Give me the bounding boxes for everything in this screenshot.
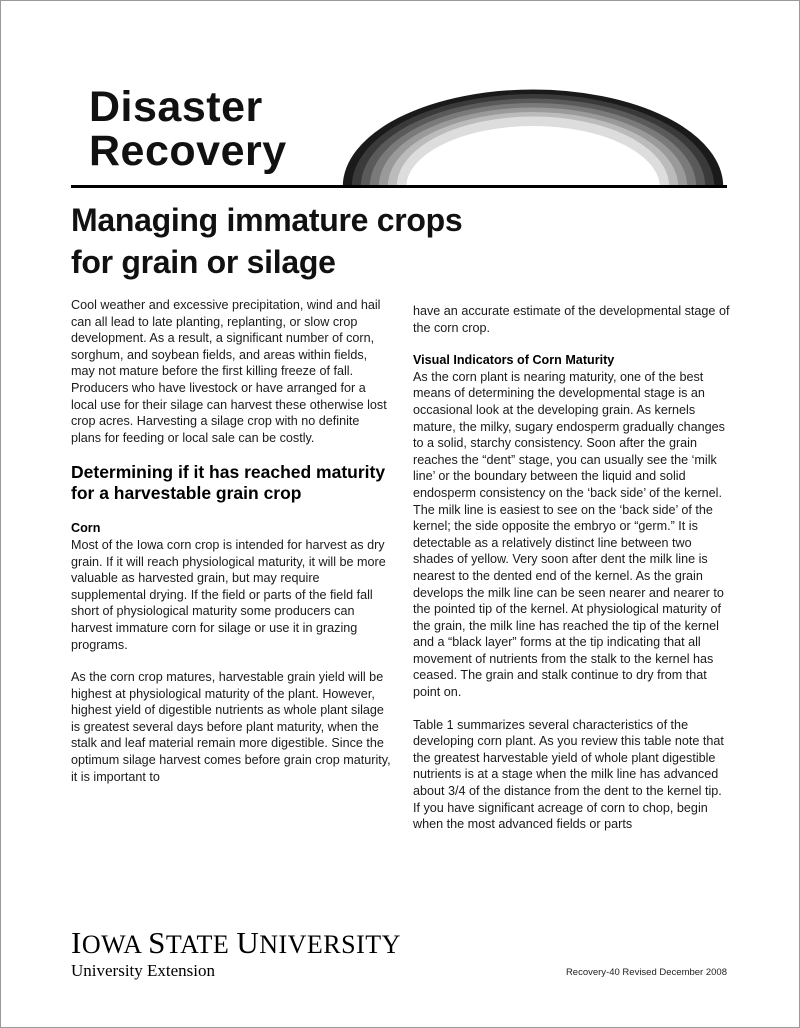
intro-paragraph: Cool weather and excessive precipitation, wind and hail can all lead to late planting, replanting, or slow crop development. As a result, a significant number of corn, sorghum, and soybean fields, and areas within fields, may not mature before the first killing freeze of fall. Producers who have livestock or have arranged for a local use for their silage can harvest these otherwise lost crop acres. Harvesting a silage crop with no definite plans for feeding or local sale can be costly. (71, 298, 387, 445)
title-line-2: Recovery (89, 127, 287, 175)
section-heading: Determining if it has reached maturity for a harvestable grain crop (71, 462, 386, 504)
document-id: Recovery-40 Revised December 2008 (565, 967, 727, 978)
page-title (89, 85, 287, 173)
title-line-1: Disaster (89, 83, 263, 131)
rainbow-graphic (341, 87, 725, 187)
extension-name: University Extension (71, 961, 216, 980)
header-rule (71, 185, 727, 188)
visual-indicators-heading: Visual Indicators of Corn Maturity (413, 353, 615, 368)
page-subtitle (71, 199, 462, 283)
university-logo (71, 925, 401, 981)
subtitle-line-2: for grain or silage (71, 244, 336, 280)
university-name: IOWA STATE UNIVERSITY (71, 925, 401, 960)
subtitle-line-1: Managing immature crops (71, 202, 463, 238)
corn-paragraph-2: As the corn crop matures, harvestable grain yield will be highest at physiological maturity of the plant. However, highest yield of digestible nutrients as whole plant silage is greatest several days before plant maturity, when the stalk and leaf material remain more digestible. Since the optimum silage harvest comes before grain crop maturity, it is important to (71, 670, 391, 784)
table-summary-paragraph: Table 1 summarizes several characteristics of the developing corn plant. As you review this table note that the greatest harvestable yield of whole plant digestible nutrients is at a stage when the milk line has advanced about 3/4 of the distance from the dent to the kernel tip. If you have significant acreage of corn to chop, begin when the most advanced fields or parts (413, 717, 724, 832)
corn-paragraph-1: Most of the Iowa corn crop is intended for harvest as dry grain. If it will reach physiological maturity, it will be more valuable as harvested grain, but may require supplemental drying. If the field or parts of the field fall short of physiological maturity some producers can harvest immature corn for silage or use it in grazing programs. (71, 537, 386, 652)
left-column (71, 297, 391, 801)
continued-paragraph: have an accurate estimate of the developmental stage of the corn crop. (413, 304, 730, 335)
right-column (413, 303, 731, 849)
visual-indicators-paragraph: As the corn plant is nearing maturity, one of the best means of determining the developmental stage is an occasional look at the developing grain. As kernels mature, the milky, sugary endosperm gradually changes to a solid, starchy consistency. Soon after the grain reaches the “dent” stage, you can usually see the ‘milk line’ or the boundary between the liquid and solid endosperm consistency on the ‘back side’ of the kernel. The milk line is easiest to see on the ‘back side’ of the kernel; the side opposite the embryo or “germ.” It is detectable as a relatively distinct line between two shades of yellow. Very soon after dent the milk line is nearest to the dented end of the kernel. As the grain develops the milk line can be seen nearer and nearer to the pointed tip of the kernel. At physiological maturity of the grain, the milk line has reached the tip of the kernel and a “black layer” forms at the tip indicating that all movement of nutrients from the stalk to the kernel has ceased. The grain and stalk continue to dry from that point on. (413, 369, 725, 700)
corn-heading: Corn (71, 521, 101, 536)
